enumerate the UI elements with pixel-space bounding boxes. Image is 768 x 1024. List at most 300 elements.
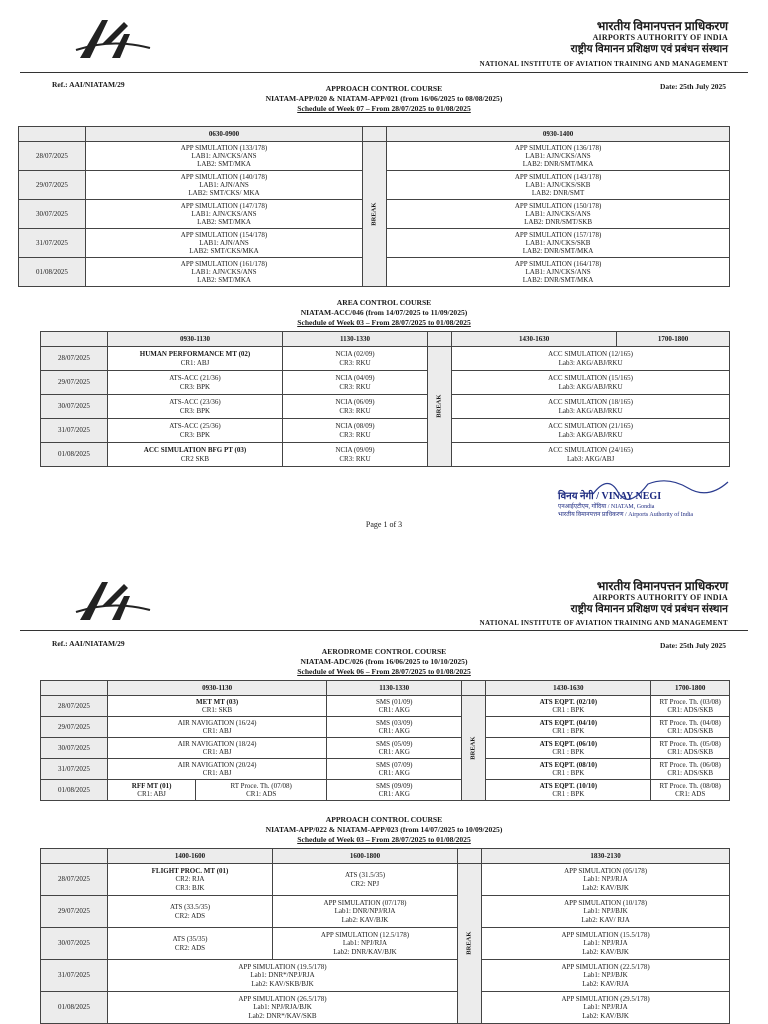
session-title: ACC SIMULATION (21/165) <box>548 422 633 431</box>
session-detail: CR1: ADS/SKB <box>667 769 714 777</box>
session-detail: Lab1: DNR/NPJ/RJA <box>334 907 396 916</box>
app-course-heading <box>0 84 768 114</box>
table-row <box>41 443 730 467</box>
session-title: RT Proce. Th. (04/08) <box>659 718 721 727</box>
session-title: ATS EQPT. (10/10) <box>539 781 598 790</box>
reference-number: Ref.: AAI/NIATAM/29 <box>52 639 125 648</box>
session-title: APP SIMULATION (143/178) <box>514 172 602 181</box>
time-column-header: 1130-1330 <box>327 681 462 696</box>
date-cell: 29/07/2025 <box>41 371 108 395</box>
session-detail: Lab1: NPJ/RJA <box>342 939 388 948</box>
session-detail: Lab1: NPJ/BJK <box>583 907 628 916</box>
session-title: FLIGHT PROC. MT (01) <box>151 867 229 876</box>
session-title: ACC SIMULATION (18/165) <box>548 398 633 407</box>
schedule-cell <box>452 395 730 419</box>
session-detail: Lab2: DNR/KAV/BJK <box>333 947 397 956</box>
session-title: MET MT (03) <box>196 697 239 706</box>
session-detail: Lab1: NPJ/RJA <box>583 939 628 948</box>
session-title: SMS (07/09) <box>376 760 413 769</box>
session-detail: CR1: ABJ <box>202 748 232 756</box>
session-detail: LAB1: AJN/CKS/ANS <box>525 151 591 160</box>
schedule-cell <box>327 738 462 759</box>
schedule-cell <box>452 443 730 467</box>
schedule-cell <box>86 258 363 287</box>
session-detail: CR1: AKG <box>378 769 410 777</box>
date-cell: 01/08/2025 <box>41 992 108 1024</box>
header-divider <box>20 630 748 631</box>
schedule-cell <box>387 171 730 200</box>
session-title: RFF MT (01) <box>131 781 172 790</box>
schedule-cell <box>387 229 730 258</box>
session-title: RT Proce. Th. (05/08) <box>659 739 721 748</box>
session-detail: Lab1: NPJ/RJA/BJK <box>253 1003 312 1012</box>
schedule-cell <box>108 928 273 960</box>
session-detail: LAB2: SMT/MKA <box>197 276 251 285</box>
schedule-cell <box>486 696 651 717</box>
org-header <box>571 580 728 616</box>
session-detail: Lab1: DNR*/NPJ/RJA <box>250 971 315 980</box>
session-title: APP SIMULATION (147/178) <box>180 201 268 210</box>
date-cell: 28/07/2025 <box>41 696 108 717</box>
date-cell: 28/07/2025 <box>41 864 108 896</box>
schedule-cell <box>482 896 730 928</box>
session-detail: Lab2: KAV/BJK <box>341 915 389 924</box>
session-detail: CR3: RKU <box>339 406 371 415</box>
time-column-header: 0630-0900 <box>86 127 363 142</box>
schedule-cell <box>108 960 458 992</box>
break-label: BREAK <box>465 931 473 956</box>
table-row <box>41 759 730 780</box>
schedule-cell <box>486 738 651 759</box>
schedule-cell <box>327 780 462 801</box>
session-detail: LAB2: SMT/MKA <box>197 218 251 227</box>
schedule-cell <box>486 717 651 738</box>
session-detail: CR2: NPJ <box>350 879 380 888</box>
schedule-cell <box>327 717 462 738</box>
acc-course-heading <box>0 298 768 328</box>
break-cell <box>458 864 482 1024</box>
schedule-cell <box>273 928 458 960</box>
schedule-cell <box>283 443 428 467</box>
time-column-header: 1700-1800 <box>617 332 730 347</box>
session-detail: Lab2: KAV/BJK <box>582 1011 629 1020</box>
session-title: ATS (35/35) <box>172 935 208 944</box>
date-cell: 31/07/2025 <box>41 759 108 780</box>
session-detail: CR1: ADS/SKB <box>667 748 714 756</box>
session-title: APP SIMULATION (133/178) <box>180 143 268 152</box>
date-cell: 29/07/2025 <box>41 896 108 928</box>
session-title: ATS (33.5/35) <box>169 903 211 912</box>
signatory-name: विनय नेगी / VINAY NEGI <box>558 491 662 502</box>
schedule-cell <box>651 696 730 717</box>
session-detail: LAB2: DNR/SMT <box>531 189 585 198</box>
session-title: ACC SIMULATION (15/165) <box>548 374 633 383</box>
time-column-header: 0930-1400 <box>387 127 730 142</box>
session-detail: CR3: RKU <box>339 382 371 391</box>
signatory-organisation: भारतीय विमानपत्तन प्राधिकरण / Airports Authority of India <box>558 512 694 518</box>
session-detail: CR1: ADS <box>675 790 706 798</box>
table-row <box>41 371 730 395</box>
date-cell: 01/08/2025 <box>41 443 108 467</box>
session-detail: LAB2: SMT/CKS/MKA <box>189 247 259 256</box>
institute-hindi-title: राष्ट्रीय विमानन प्रशिक्षण एवं प्रबंधन संस्थान <box>570 604 728 615</box>
session-title: APP SIMULATION (10/178) <box>564 899 648 908</box>
time-column-header: 1400-1600 <box>108 849 273 864</box>
session-detail: LAB1: AJN/CKS/ANS <box>191 209 257 218</box>
page-2 <box>0 560 768 1024</box>
session-title: ACC SIMULATION (24/165) <box>548 446 633 455</box>
session-title: RT Proce. Th. (07/08) <box>230 781 292 790</box>
break-label: BREAK <box>435 394 443 419</box>
schedule-cell <box>387 142 730 171</box>
table-row <box>41 780 730 801</box>
date-cell: 31/07/2025 <box>19 229 86 258</box>
session-detail: Lab2: DNR*/KAV/SKB <box>248 1011 317 1020</box>
session-detail: Lab3: AKG/ABJ/RKU <box>558 382 623 391</box>
session-title: NCIA (08/09) <box>335 422 375 431</box>
session-detail: Lab2: KAV/BJK <box>582 947 629 956</box>
schedule-cell <box>452 371 730 395</box>
time-column-header: 1130-1330 <box>283 332 428 347</box>
session-detail: CR1 : BPK <box>552 769 585 777</box>
schedule-cell <box>482 928 730 960</box>
session-detail: Lab1: NPJ/BJK <box>583 971 628 980</box>
app-course-week: Schedule of Week 07 – From 28/07/2025 to 01/08/2025 <box>297 104 471 113</box>
acc-course-week: Schedule of Week 03 – From 28/07/2025 to 01/08/2025 <box>297 318 471 327</box>
session-title: ATS EQPT. (02/10) <box>539 697 598 706</box>
schedule-cell <box>283 395 428 419</box>
session-detail: LAB1: AJN/CKS/SKB <box>525 180 591 189</box>
time-column-header: 0930-1130 <box>108 332 283 347</box>
date-cell: 30/07/2025 <box>41 928 108 960</box>
session-title: SMS (03/09) <box>376 718 413 727</box>
schedule-cell <box>86 142 363 171</box>
date-cell: 31/07/2025 <box>41 960 108 992</box>
adc-course-title: AERODROME CONTROL COURSE <box>321 647 447 656</box>
org-hindi-title: भारतीय विमानपत्तन प्राधिकरण <box>596 19 728 33</box>
app2-course-subtitle: NIATAM-APP/022 & NIATAM-APP/023 (from 14/07/2025 to 10/09/2025) <box>265 825 503 834</box>
adc-course-subtitle: NIATAM-ADC/026 (from 16/06/2025 to 10/10/2025) <box>300 657 468 666</box>
session-title: APP SIMULATION (164/178) <box>514 259 602 268</box>
schedule-cell <box>273 864 458 896</box>
time-column-header: 1430-1630 <box>452 332 617 347</box>
session-detail: LAB2: DNR/SMT/MKA <box>522 160 594 169</box>
date-cell: 01/08/2025 <box>19 258 86 287</box>
schedule-cell <box>651 738 730 759</box>
session-title: APP SIMULATION (22.5/178) <box>561 963 650 972</box>
session-title: RT Proce. Th. (08/08) <box>659 781 721 790</box>
session-detail: Lab2: KAV/RJA <box>582 979 629 988</box>
org-english-title: AIRPORTS AUTHORITY OF INDIA <box>592 593 728 602</box>
adc-course-heading <box>0 647 768 677</box>
session-detail: CR3: RKU <box>339 454 371 463</box>
app-course-subtitle: NIATAM-APP/020 & NIATAM-APP/021 (from 16/06/2025 to 08/08/2025) <box>265 94 503 103</box>
session-title: ATS-ACC (23/36) <box>169 398 221 407</box>
session-detail: CR1 : BPK <box>552 790 585 798</box>
session-detail: Lab3: AKG/ABJ/RKU <box>558 430 623 439</box>
date-cell: 28/07/2025 <box>41 347 108 371</box>
session-title: APP SIMULATION (161/178) <box>180 259 268 268</box>
session-detail: LAB1: AJN/CKS/ANS <box>191 151 257 160</box>
session-detail: CR3: BJK <box>175 883 205 892</box>
session-title: ATS (31.5/35) <box>344 871 386 880</box>
session-detail: Lab1: NPJ/RJA <box>583 875 628 884</box>
table-row <box>41 896 730 928</box>
session-title: NCIA (02/09) <box>335 350 375 359</box>
break-label: BREAK <box>469 736 477 760</box>
break-column-header <box>428 332 452 347</box>
session-detail: CR1: AKG <box>378 706 410 714</box>
header-divider <box>20 72 748 73</box>
schedule-cell <box>108 992 458 1024</box>
date-column-header <box>41 681 108 696</box>
session-title: APP SIMULATION (29.5/178) <box>561 995 650 1004</box>
session-detail: LAB1: AJN/CKS/ANS <box>525 209 591 218</box>
time-column-header: 1700-1800 <box>651 681 730 696</box>
session-title: ATS-ACC (21/36) <box>169 374 221 383</box>
adc-course-week: Schedule of Week 06 – From 28/07/2025 to 01/08/2025 <box>297 667 471 676</box>
date-cell: 28/07/2025 <box>19 142 86 171</box>
session-title: NCIA (04/09) <box>335 374 375 383</box>
app2-schedule-table <box>40 848 730 1024</box>
adc-schedule-table <box>40 680 730 801</box>
session-detail: CR3: BPK <box>179 406 211 415</box>
session-detail: CR3: RKU <box>339 358 371 367</box>
break-cell <box>462 696 486 801</box>
session-detail: CR2 SKB <box>180 454 210 463</box>
session-detail: CR1: ADS/SKB <box>667 727 714 735</box>
session-title: ATS EQPT. (08/10) <box>539 760 598 769</box>
schedule-cell <box>86 229 363 258</box>
schedule-cell <box>108 371 283 395</box>
session-title: APP SIMULATION (12.5/178) <box>320 931 410 940</box>
session-title: SMS (09/09) <box>376 781 413 790</box>
session-detail: Lab3: AKG/ABJ <box>566 454 615 463</box>
session-title: NCIA (09/09) <box>335 446 375 455</box>
date-column-header <box>19 127 86 142</box>
session-detail: Lab3: AKG/ABJ/RKU <box>558 358 623 367</box>
institute-title: NATIONAL INSTITUTE OF AVIATION TRAINING AND MANAGEMENT <box>479 60 728 68</box>
app-schedule-table <box>18 126 730 287</box>
schedule-cell <box>327 696 462 717</box>
session-title: APP SIMULATION (05/178) <box>564 867 648 876</box>
session-title: APP SIMULATION (26.5/178) <box>238 995 327 1004</box>
table-row <box>41 395 730 419</box>
org-hindi-title: भारतीय विमानपत्तन प्राधिकरण <box>596 579 728 593</box>
session-title: APP SIMULATION (140/178) <box>180 172 268 181</box>
session-title: APP SIMULATION (07/178) <box>323 899 407 908</box>
schedule-cell <box>108 864 273 896</box>
app2-course-week: Schedule of Week 03 – From 28/07/2025 to 01/08/2025 <box>297 835 471 844</box>
session-detail: CR2: ADS <box>174 911 206 920</box>
session-title: SMS (05/09) <box>376 739 413 748</box>
date-column-header <box>41 332 108 347</box>
schedule-cell <box>651 780 730 801</box>
date-cell: 31/07/2025 <box>41 419 108 443</box>
document-date: Date: 25th July 2025 <box>659 82 726 91</box>
table-row <box>41 347 730 371</box>
signatory-location: एनआईएटीएम, गोंदिया / NIATAM, Gondia <box>558 504 655 510</box>
table-row <box>41 738 730 759</box>
schedule-cell <box>482 960 730 992</box>
break-label: BREAK <box>370 202 378 226</box>
aai-logo <box>72 14 152 62</box>
schedule-cell <box>86 200 363 229</box>
session-detail: CR3: BPK <box>179 382 211 391</box>
break-cell <box>428 347 452 467</box>
session-detail: CR1 : BPK <box>552 727 585 735</box>
session-title: RT Proce. Th. (03/08) <box>659 697 721 706</box>
session-detail: LAB2: SMT/MKA <box>197 160 251 169</box>
schedule-cell <box>283 347 428 371</box>
schedule-cell <box>108 717 327 738</box>
session-detail: CR2: RJA <box>175 875 205 884</box>
session-title: HUMAN PERFORMANCE MT (02) <box>139 350 251 359</box>
app2-course-title: APPROACH CONTROL COURSE <box>325 815 443 824</box>
schedule-cell <box>283 419 428 443</box>
org-english-title: AIRPORTS AUTHORITY OF INDIA <box>592 33 728 42</box>
schedule-cell <box>108 347 283 371</box>
session-title: APP SIMULATION (19.5/178) <box>238 963 327 972</box>
session-detail: CR1: ABJ <box>202 769 232 777</box>
session-detail: CR3: RKU <box>339 430 371 439</box>
table-row <box>41 717 730 738</box>
session-title: APP SIMULATION (157/178) <box>514 230 602 239</box>
handwritten-signature <box>588 474 738 504</box>
org-header <box>571 20 728 56</box>
schedule-cell <box>196 780 327 801</box>
session-title: ATS-ACC (25/36) <box>169 422 221 431</box>
session-detail: Lab3: AKG/ABJ/RKU <box>558 406 623 415</box>
break-column-header <box>363 127 387 142</box>
date-cell: 29/07/2025 <box>19 171 86 200</box>
session-title: APP SIMULATION (136/178) <box>514 143 602 152</box>
institute-hindi-title: राष्ट्रीय विमानन प्रशिक्षण एवं प्रबंधन संस्थान <box>570 44 728 55</box>
session-detail: CR1: ADS <box>246 790 277 798</box>
session-detail: LAB1: AJN/CKS/SKB <box>525 238 591 247</box>
table-row <box>41 864 730 896</box>
session-title: AIR NAVIGATION (20/24) <box>177 760 257 769</box>
session-detail: Lab2: KAV/BJK <box>582 883 629 892</box>
session-detail: LAB2: DNR/SMT/SKB <box>524 218 592 227</box>
schedule-cell <box>108 738 327 759</box>
session-title: APP SIMULATION (154/178) <box>180 230 268 239</box>
schedule-cell <box>283 371 428 395</box>
time-column-header: 1830-2130 <box>482 849 730 864</box>
session-detail: CR1: AKG <box>378 727 410 735</box>
session-title: ATS EQPT. (04/10) <box>539 718 598 727</box>
schedule-cell <box>86 171 363 200</box>
schedule-cell <box>486 759 651 780</box>
session-detail: LAB1: AJN/ANS <box>199 180 249 189</box>
session-title: RT Proce. Th. (06/08) <box>659 760 721 769</box>
session-detail: LAB1: AJN/CKS/ANS <box>191 267 257 276</box>
schedule-cell <box>452 419 730 443</box>
date-cell: 29/07/2025 <box>41 717 108 738</box>
session-detail: CR1: ABJ <box>137 790 166 798</box>
schedule-cell <box>108 443 283 467</box>
date-cell: 30/07/2025 <box>19 200 86 229</box>
session-detail: CR1 : BPK <box>552 706 585 714</box>
session-detail: CR1: ABJ <box>180 358 210 367</box>
schedule-cell <box>108 419 283 443</box>
session-detail: CR1: SKB <box>202 706 233 714</box>
session-detail: CR1 : BPK <box>552 748 585 756</box>
institute-title: NATIONAL INSTITUTE OF AVIATION TRAINING AND MANAGEMENT <box>479 619 728 627</box>
time-column-header: 1600-1800 <box>273 849 458 864</box>
session-detail: LAB1: AJN/ANS <box>199 238 249 247</box>
app-course-title: APPROACH CONTROL COURSE <box>325 84 443 93</box>
table-row <box>41 419 730 443</box>
session-detail: Lab2: KAV/SKB/BJK <box>251 979 314 988</box>
schedule-cell <box>387 200 730 229</box>
document-date: Date: 25th July 2025 <box>659 641 726 650</box>
break-column-header <box>462 681 486 696</box>
session-detail: Lab2: KAV/ RJA <box>581 915 630 924</box>
session-title: NCIA (06/09) <box>335 398 375 407</box>
session-detail: CR1: AKG <box>378 790 410 798</box>
aai-logo <box>72 576 152 624</box>
schedule-cell <box>486 780 651 801</box>
table-row <box>41 960 730 992</box>
date-cell: 30/07/2025 <box>41 738 108 759</box>
schedule-cell <box>651 717 730 738</box>
session-detail: CR1: ADS/SKB <box>667 706 714 714</box>
schedule-cell <box>387 258 730 287</box>
session-detail: LAB1: AJN/CKS/ANS <box>525 267 591 276</box>
session-detail: LAB2: DNR/SMT/MKA <box>522 276 594 285</box>
schedule-cell <box>482 992 730 1024</box>
page-number: Page 1 of 3 <box>365 520 403 529</box>
session-detail: LAB2: SMT/CKS/ MKA <box>188 189 260 198</box>
schedule-cell <box>273 896 458 928</box>
session-title: AIR NAVIGATION (18/24) <box>177 739 257 748</box>
session-title: APP SIMULATION (15.5/178) <box>561 931 650 940</box>
session-detail: CR3: BPK <box>179 430 211 439</box>
table-row <box>41 992 730 1024</box>
date-cell: 01/08/2025 <box>41 780 108 801</box>
session-detail: CR2: ADS <box>174 943 206 952</box>
session-title: ATS EQPT. (06/10) <box>539 739 598 748</box>
session-title: APP SIMULATION (150/178) <box>514 201 602 210</box>
schedule-cell <box>482 864 730 896</box>
reference-number: Ref.: AAI/NIATAM/29 <box>52 80 125 89</box>
break-column-header <box>458 849 482 864</box>
schedule-cell <box>108 395 283 419</box>
acc-schedule-table <box>40 331 730 467</box>
app2-course-heading <box>0 815 768 845</box>
session-detail: Lab1: NPJ/RJA <box>583 1003 628 1012</box>
schedule-cell <box>108 696 327 717</box>
time-column-header: 0930-1130 <box>108 681 327 696</box>
acc-course-title: AREA CONTROL COURSE <box>336 298 432 307</box>
session-detail: CR1: ABJ <box>202 727 232 735</box>
break-cell <box>363 142 387 287</box>
session-detail: LAB2: DNR/SMT/MKA <box>522 247 594 256</box>
session-title: ACC SIMULATION BFG PT (03) <box>143 446 247 455</box>
schedule-cell <box>452 347 730 371</box>
signature-block <box>558 488 693 518</box>
time-column-header: 1430-1630 <box>486 681 651 696</box>
schedule-cell <box>327 759 462 780</box>
table-row <box>41 928 730 960</box>
session-detail: CR1: AKG <box>378 748 410 756</box>
schedule-cell <box>108 896 273 928</box>
table-row <box>19 142 730 171</box>
session-title: SMS (01/09) <box>376 697 413 706</box>
schedule-cell <box>108 759 327 780</box>
date-column-header <box>41 849 108 864</box>
